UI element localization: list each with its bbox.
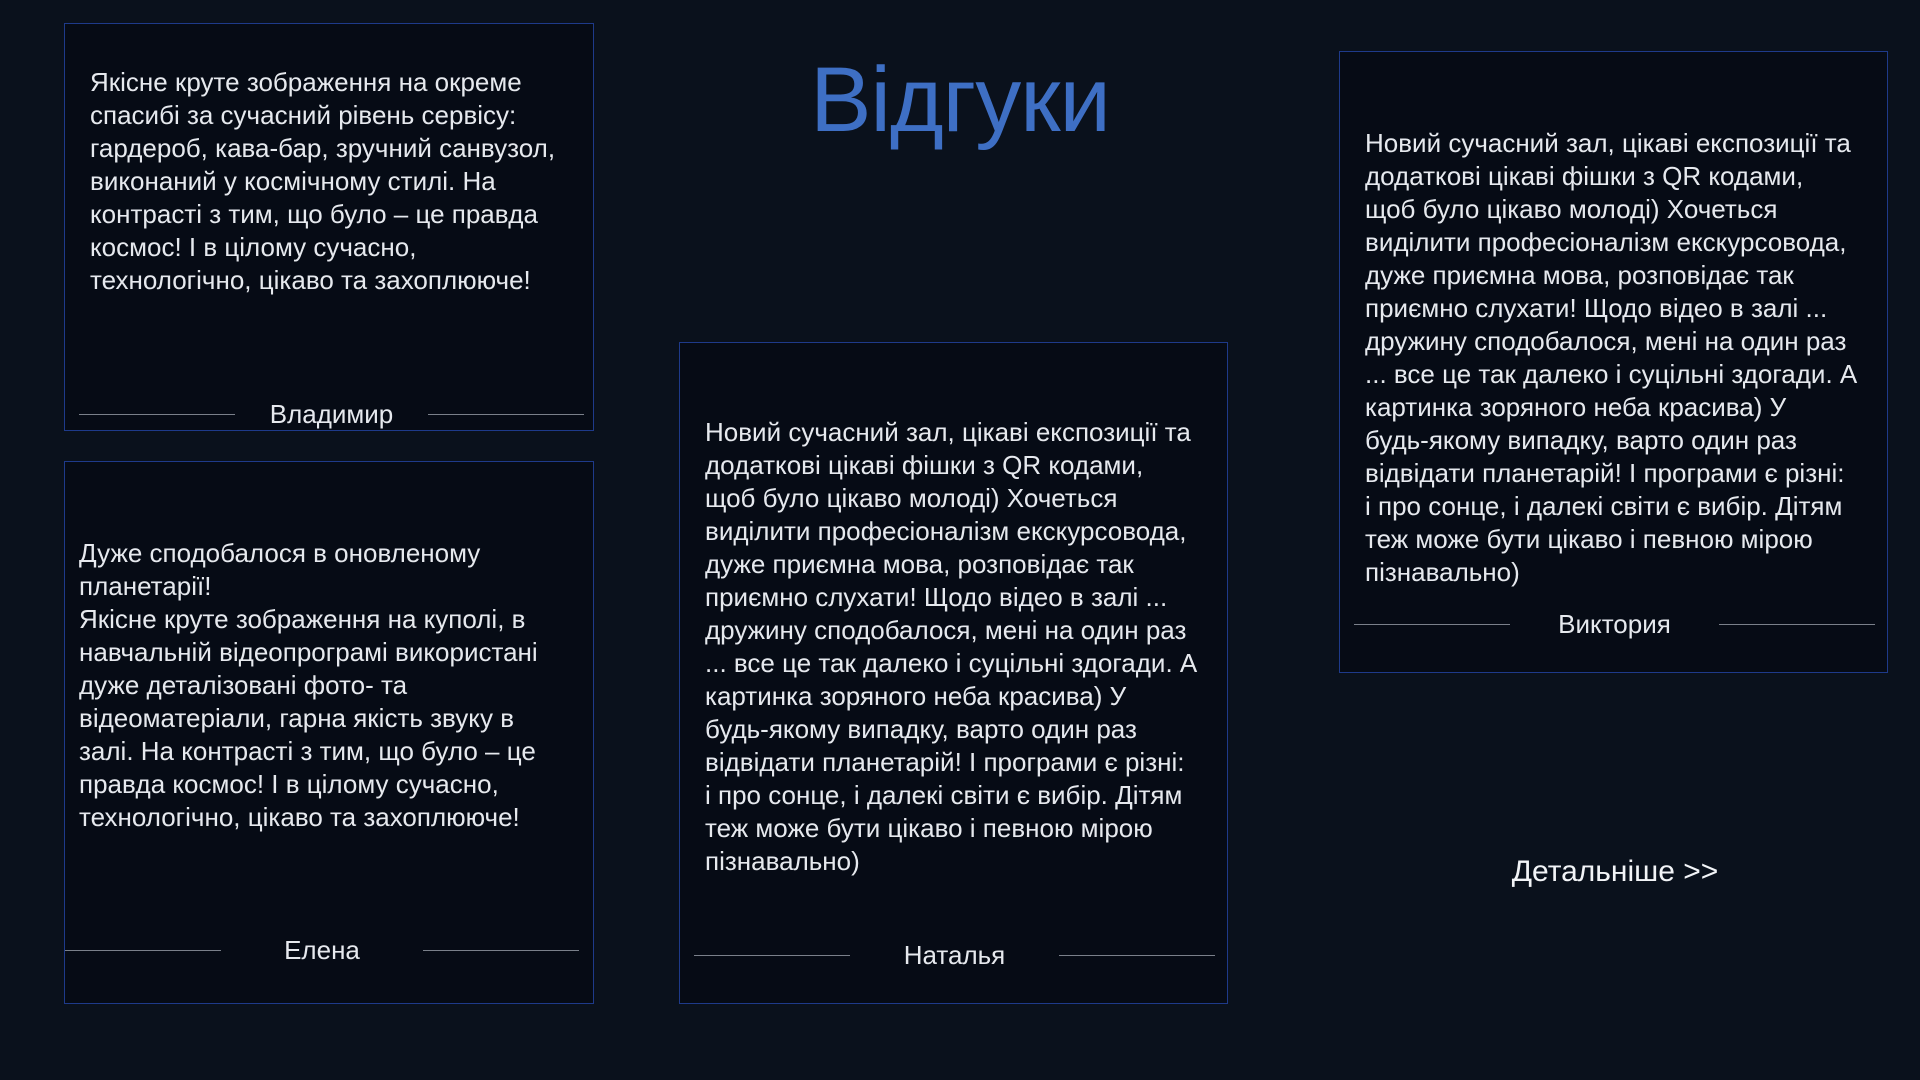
more-details-link[interactable]: Детальніше >> (1511, 855, 1719, 888)
review-text: Дуже сподобалося в оновленому планетарії! Якісне круте зображення на куполі, в навчальній відеопрограмі використані дуже деталізовані фото- та відеоматеріали, гарна якість звуку в залі. На контрасті з тим, що було – це правда космос! І в цілому сучасно, технологічно, цікаво та захоплююче! (79, 538, 538, 832)
divider-left (79, 414, 235, 415)
divider-left (1354, 624, 1510, 625)
page-title: Відгуки (810, 49, 1110, 151)
review-card (679, 342, 1228, 1004)
review-card (64, 23, 594, 431)
review-author: Виктория (1558, 609, 1671, 639)
divider-right (423, 950, 579, 951)
review-card (64, 461, 594, 1004)
review-text: Новий сучасний зал, цікаві експозиції та додаткові цікаві фішки з QR кодами, щоб було цікаво молоді) Хочеться виділити професіоналізм екскурсовода, дуже приємна мова, розповідає так приємно слухати! Щодо відео в залі ... дружину сподобалося, мені на один раз ... все це так далеко і суцільні здогади. А картинка зоряного неба красива) У будь-якому випадку, варто один раз відвідати планетарій! І програми є різні: і про сонце, і далекі світи є вибір. Дітям теж може бути цікаво і певною мірою пізнавально) (705, 417, 1198, 876)
review-card (1339, 51, 1888, 673)
review-author: Владимир (269, 399, 394, 429)
divider-right (428, 414, 584, 415)
review-author: Наталья (903, 940, 1006, 970)
divider-left (65, 950, 221, 951)
divider-left (694, 955, 850, 956)
review-author-row (694, 940, 1215, 971)
divider-right (1719, 624, 1875, 625)
review-text: Якісне круте зображення на окреме спасибі за сучасний рівень сервісу: гардероб, кава-бар, зручний санвузол, виконаний у космічному стилі. На контрасті з тим, що було – це правда космос! І в цілому сучасно, технологічно, цікаво та захоплююче! (90, 67, 556, 295)
divider-right (1059, 955, 1215, 956)
review-author-row (1354, 609, 1875, 640)
review-author-row (79, 399, 584, 430)
review-author: Елена (284, 935, 360, 965)
review-author-row (65, 935, 579, 966)
review-text: Новий сучасний зал, цікаві експозиції та додаткові цікаві фішки з QR кодами, щоб було цікаво молоді) Хочеться виділити професіоналізм екскурсовода, дуже приємна мова, розповідає так приємно слухати! Щодо відео в залі ... дружину сподобалося, мені на один раз ... все це так далеко і суцільні здогади. А картинка зоряного неба красива) У будь-якому випадку, варто один раз відвідати планетарій! І програми є різні: і про сонце, і далекі світи є вибір. Дітям теж може бути цікаво і певною мірою пізнавально) (1365, 128, 1858, 587)
